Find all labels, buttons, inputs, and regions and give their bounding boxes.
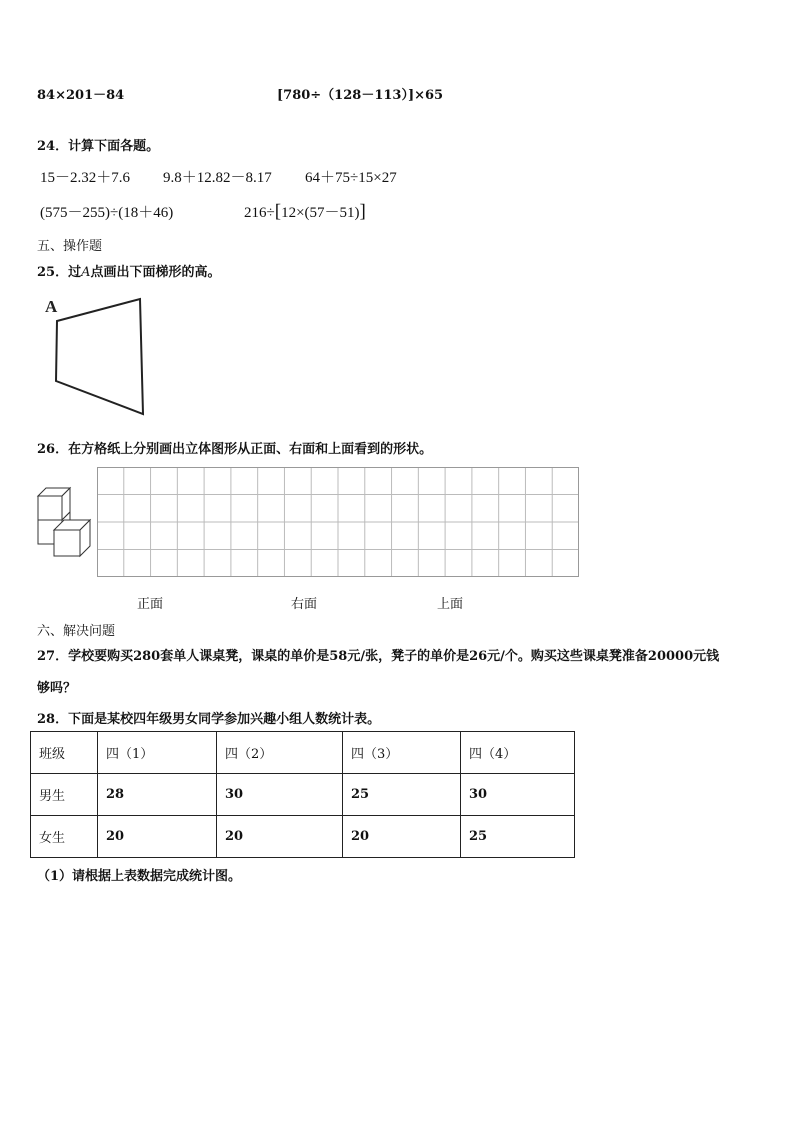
table-header-cell: 四（1） — [98, 732, 217, 774]
table-row — [31, 816, 575, 858]
q25-title — [37, 261, 221, 280]
trapezoid — [56, 299, 143, 414]
section-6-heading: 六、解决问题 — [37, 624, 116, 639]
left-bracket: [ — [274, 201, 282, 222]
table-header-cell: 四（3） — [343, 732, 461, 774]
row-label-boys: 男生 — [31, 774, 98, 816]
table-cell: 30 — [461, 774, 575, 816]
q24-expr-5-inner: 12×(57－51) — [281, 205, 360, 221]
q24-expr-2: 9.8＋12.82－8.17 — [163, 170, 272, 186]
view-label-right: 右面 — [291, 597, 318, 612]
q24-expr-5-prefix: 216÷ — [244, 205, 275, 221]
table-cell: 25 — [343, 774, 461, 816]
q24-title: 24．计算下面各题。 — [37, 139, 160, 154]
right-bracket: ] — [359, 201, 366, 222]
expression-left: 84×201－84 — [37, 88, 125, 103]
table-cell: 20 — [98, 816, 217, 858]
table-header-cell: 四（4） — [461, 732, 575, 774]
point-a-label: A — [45, 297, 58, 316]
q25-title-var: A — [81, 265, 91, 280]
section-5-heading: 五、操作题 — [37, 239, 103, 254]
table-header-cell: 班级 — [31, 732, 98, 774]
grid-paper[interactable] — [97, 467, 580, 578]
q24-expr-1: 15－2.32＋7.6 — [40, 170, 131, 186]
row-label-girls: 女生 — [31, 816, 98, 858]
table-cell: 20 — [343, 816, 461, 858]
table-header-row — [31, 732, 575, 774]
table-row — [31, 774, 575, 816]
cube-stack-icon — [36, 486, 100, 558]
q24-expr-4: (575－255)÷(18＋46) — [40, 205, 174, 221]
stats-table — [30, 731, 575, 858]
q26-title: 26．在方格纸上分别画出立体图形从正面、右面和上面看到的形状。 — [37, 442, 433, 457]
q25-title-prefix: 25．过 — [37, 265, 82, 280]
q24-expr-5 — [244, 201, 366, 222]
table-cell: 30 — [217, 774, 343, 816]
table-header-cell: 四（2） — [217, 732, 343, 774]
q28-sub-1: （1）请根据上表数据完成统计图。 — [37, 869, 242, 884]
view-label-top: 上面 — [437, 597, 464, 612]
expression-right: [780÷（128－113）]×65 — [277, 88, 444, 103]
trapezoid-figure — [40, 288, 160, 423]
q25-title-suffix: 点画出下面梯形的高。 — [90, 265, 221, 280]
q27-line-2: 够吗？ — [37, 681, 77, 696]
q28-title: 28．下面是某校四年级男女同学参加兴趣小组人数统计表。 — [37, 712, 381, 727]
q27-line-1: 27．学校要购买280套单人课桌凳，课桌的单价是58元/张，凳子的单价是26元/个。购买这些课桌凳准备20000元钱 — [37, 649, 720, 664]
view-label-front: 正面 — [137, 597, 164, 612]
table-cell: 25 — [461, 816, 575, 858]
table-cell: 28 — [98, 774, 217, 816]
q24-expr-3: 64＋75÷15×27 — [305, 170, 397, 186]
table-cell: 20 — [217, 816, 343, 858]
